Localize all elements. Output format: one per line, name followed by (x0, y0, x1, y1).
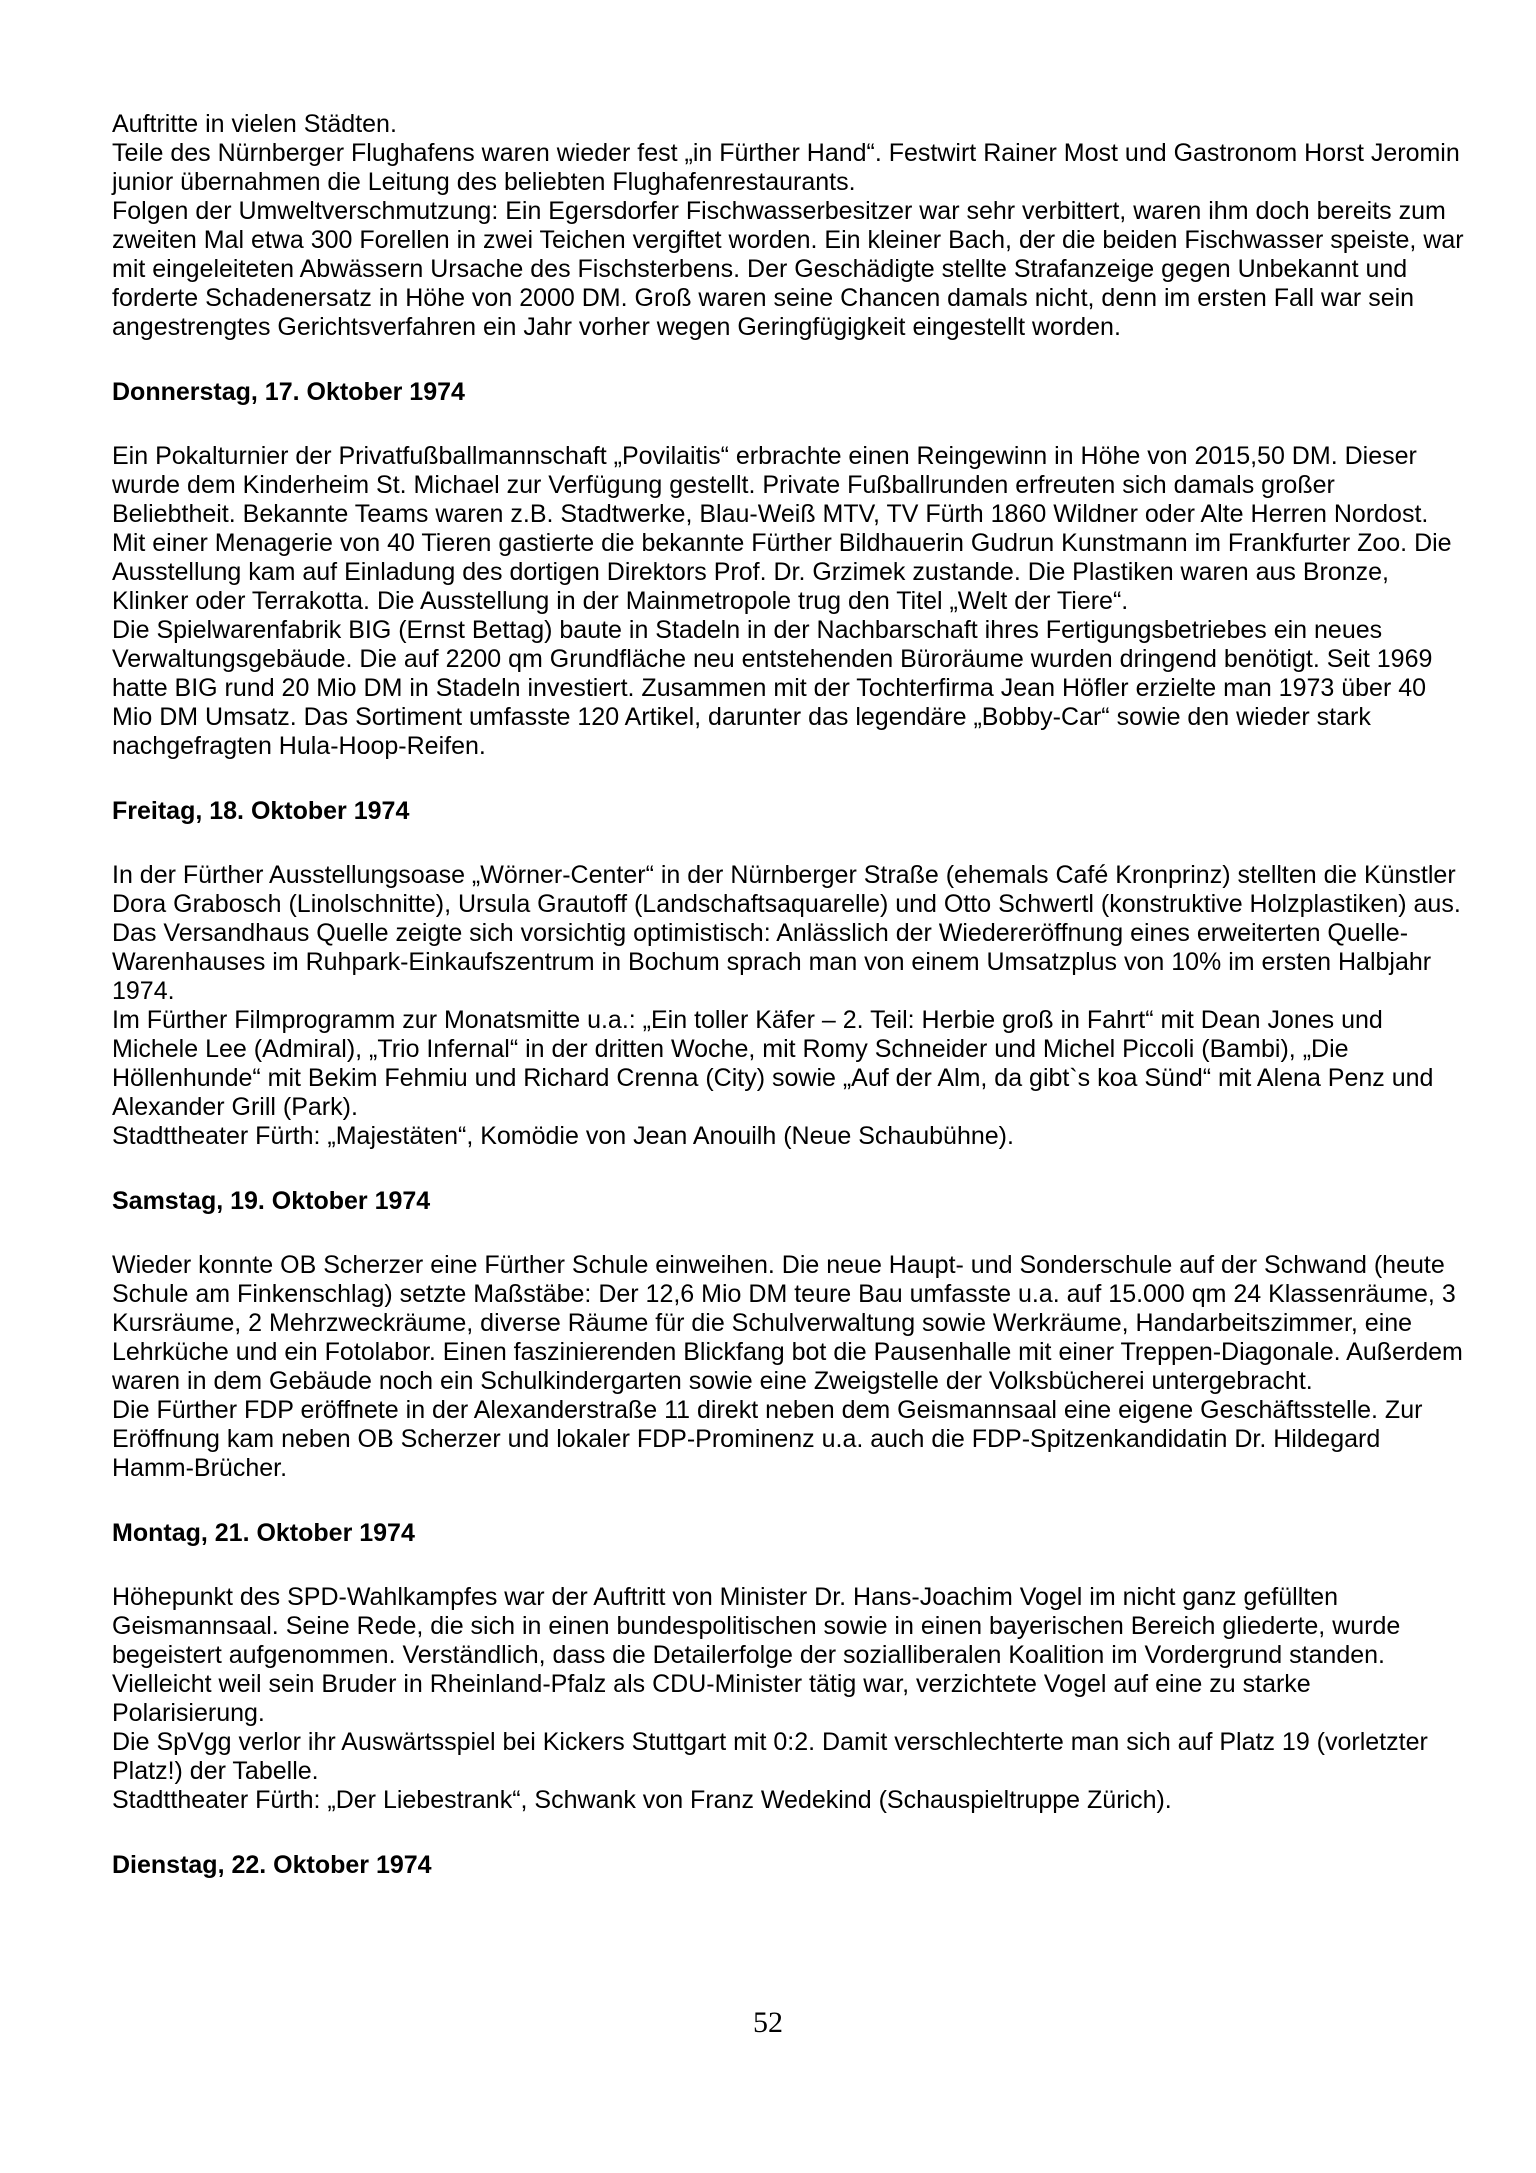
paragraph: Wieder konnte OB Scherzer eine Fürther Schule einweihen. Die neue Haupt- und Sonderschule auf der Schwand (heute Schule am Finkenschlag) setzte Maßstäbe: Der 12,6 Mio DM teure Bau umfasste u.a. auf 15.000 qm 24 Klassenräume, 3 Kursräume, 2 Mehrzweckräume, diverse Räume für die Schulverwaltung sowie Werkräume, Handarbeitszimmer, eine Lehrküche und ein Fotolabor. Einen faszinierenden Blickfang bot die Pausenhalle mit einer Treppen-Diagonale. Außerdem waren in dem Gebäude noch ein Schulkindergarten sowie eine Zweigstelle der Volksbücherei untergebracht. (112, 1251, 1463, 1395)
paragraph: Die Fürther FDP eröffnete in der Alexanderstraße 11 direkt neben dem Geismannsaal eine eigene Geschäftsstelle. Zur Eröffnung kam neben OB Scherzer und lokaler FDP-Prominenz u.a. auch die FDP-Spitzenkandidatin Dr. Hildegard Hamm-Brücher. (112, 1396, 1423, 1482)
page-number: 52 (753, 2006, 783, 2039)
paragraph: Teile des Nürnberger Flughafens waren wieder fest „in Fürther Hand“. Festwirt Rainer Most und Gastronom Horst Jeromin junior übernahmen die Leitung des beliebten Flughafenrestaurants. (112, 139, 1460, 196)
paragraph: Stadttheater Fürth: „Der Liebestrank“, Schwank von Franz Wedekind (Schauspieltruppe Zürich). (112, 1786, 1172, 1814)
section-heading: Donnerstag, 17. Oktober 1974 (112, 378, 465, 406)
paragraph: Folgen der Umweltverschmutzung: Ein Egersdorfer Fischwasserbesitzer war sehr verbittert, waren ihm doch bereits zum zweiten Mal etwa 300 Forellen in zwei Teichen vergiftet worden. Ein kleiner Bach, der die beiden Fischwasser speiste, war mit eingeleiteten Abwässern Ursache des Fischsterbens. Der Geschädigte stellte Strafanzeige gegen Unbekannt und forderte Schadenersatz in Höhe von 2000 DM. Groß waren seine Chancen damals nicht, denn im ersten Fall war sein angestrengtes Gerichtsverfahren ein Jahr vorher wegen Geringfügigkeit eingestellt worden. (112, 197, 1464, 341)
paragraph: Höhepunkt des SPD-Wahlkampfes war der Auftritt von Minister Dr. Hans-Joachim Vogel im nicht ganz gefüllten Geismannsaal. Seine Rede, die sich in einen bundespolitischen sowie in einen bayerischen Bereich gliederte, wurde begeistert aufgenommen. Verständlich, dass die Detailerfolge der sozialliberalen Koalition im Vordergrund standen. Vielleicht weil sein Bruder in Rheinland-Pfalz als CDU-Minister tätig war, verzichtete Vogel auf eine zu starke Polarisierung. (112, 1583, 1401, 1727)
paragraph: Auftritte in vielen Städten. (112, 110, 397, 138)
paragraph: Ein Pokalturnier der Privatfußballmannschaft „Povilaitis“ erbrachte einen Reingewinn in Höhe von 2015,50 DM. Dieser wurde dem Kinderheim St. Michael zur Verfügung gestellt. Private Fußballrunden erfreuten sich damals großer Beliebtheit. Bekannte Teams waren z.B. Stadtwerke, Blau-Weiß MTV, TV Fürth 1860 Wildner oder Alte Herren Nordost. (112, 442, 1429, 528)
paragraph: Mit einer Menagerie von 40 Tieren gastierte die bekannte Fürther Bildhauerin Gudrun Kunstmann im Frankfurter Zoo. Die Ausstellung kam auf Einladung des dortigen Direktors Prof. Dr. Grzimek zustande. Die Plastiken waren aus Bronze, Klinker oder Terrakotta. Die Ausstellung in der Mainmetropole trug den Titel „Welt der Tiere“. (112, 529, 1452, 615)
section-heading: Freitag, 18. Oktober 1974 (112, 797, 410, 825)
section-heading: Dienstag, 22. Oktober 1974 (112, 1851, 432, 1879)
page-content (112, 110, 1464, 1915)
paragraph: Das Versandhaus Quelle zeigte sich vorsichtig optimistisch: Anlässlich der Wiedereröffnung eines erweiterten Quelle-Warenhauses im Ruhpark-Einkaufszentrum in Bochum sprach man von einem Umsatzplus von 10% im ersten Halbjahr 1974. (112, 919, 1432, 1005)
paragraph: In der Fürther Ausstellungsoase „Wörner-Center“ in der Nürnberger Straße (ehemals Café Kronprinz) stellten die Künstler Dora Grabosch (Linolschnitte), Ursula Grautoff (Landschaftsaquarelle) und Otto Schwertl (konstruktive Holzplastiken) aus. (112, 861, 1461, 918)
paragraph: Die Spielwarenfabrik BIG (Ernst Bettag) baute in Stadeln in der Nachbarschaft ihres Fertigungsbetriebes ein neues Verwaltungsgebäude. Die auf 2200 qm Grundfläche neu entstehenden Büroräume wurden dringend benötigt. Seit 1969 hatte BIG rund 20 Mio DM in Stadeln investiert. Zusammen mit der Tochterfirma Jean Höfler erzielte man 1973 über 40 Mio DM Umsatz. Das Sortiment umfasste 120 Artikel, darunter das legendäre „Bobby-Car“ sowie den wieder stark nachgefragten Hula-Hoop-Reifen. (112, 616, 1433, 760)
section-heading: Montag, 21. Oktober 1974 (112, 1519, 415, 1547)
section-heading: Samstag, 19. Oktober 1974 (112, 1187, 431, 1215)
paragraph: Stadttheater Fürth: „Majestäten“, Komödie von Jean Anouilh (Neue Schaubühne). (112, 1122, 1014, 1150)
paragraph: Die SpVgg verlor ihr Auswärtsspiel bei Kickers Stuttgart mit 0:2. Damit verschlechterte man sich auf Platz 19 (vorletzter Platz!) der Tabelle. (112, 1728, 1428, 1785)
paragraph: Im Fürther Filmprogramm zur Monatsmitte u.a.: „Ein toller Käfer – 2. Teil: Herbie groß in Fahrt“ mit Dean Jones und Michele Lee (Admiral), „Trio Infernal“ in der dritten Woche, mit Romy Schneider und Michel Piccoli (Bambi), „Die Höllenhunde“ mit Bekim Fehmiu und Richard Crenna (City) sowie „Auf der Alm, da gibt`s koa Sünd“ mit Alena Penz und Alexander Grill (Park). (112, 1006, 1434, 1121)
